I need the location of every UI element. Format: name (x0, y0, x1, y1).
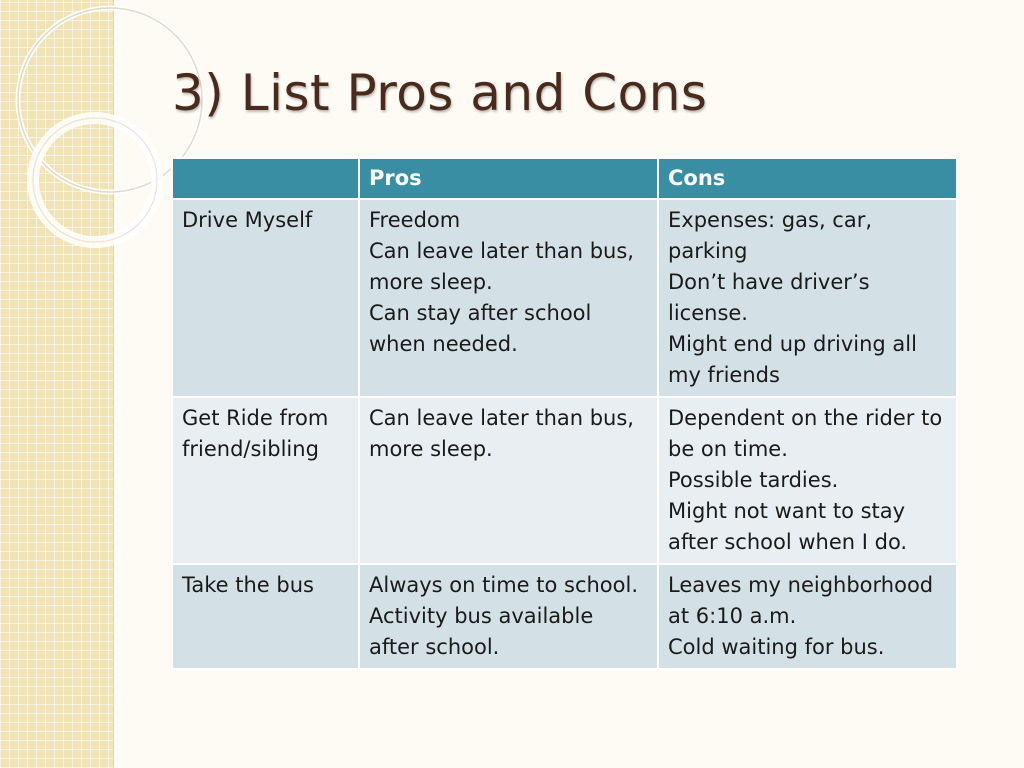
cons-line: Possible tardies. (668, 468, 839, 492)
cons-line: Leaves my neighborhood at 6:10 a.m. (668, 573, 934, 628)
option-cell: Drive Myself (172, 199, 359, 397)
cons-line: Don’t have driver’s license. (668, 270, 870, 325)
cons-line: Expenses: gas, car, parking (668, 208, 873, 263)
cons-line: Might end up driving all my friends (668, 332, 917, 387)
pros-line: Can leave later than bus, more sleep. (369, 406, 634, 461)
pros-cell (359, 397, 658, 564)
option-cell: Get Ride from friend/sibling (172, 397, 359, 564)
pros-line: Freedom (369, 208, 461, 232)
pros-line: Can stay after school when needed. (369, 301, 592, 356)
header-option (172, 158, 359, 199)
cons-cell (658, 564, 957, 669)
pros-line: Can leave later than bus, more sleep. (369, 239, 634, 294)
cons-line: Cold waiting for bus. (668, 635, 885, 659)
header-pros: Pros (359, 158, 658, 199)
pros-cell (359, 199, 658, 397)
pros-line: Activity bus available after school. (369, 604, 594, 659)
table-row (172, 397, 957, 564)
pros-line: Always on time to school. (369, 573, 639, 597)
option-cell: Take the bus (172, 564, 359, 669)
cons-line: Might not want to stay after school when I do. (668, 499, 908, 554)
cons-cell (658, 397, 957, 564)
pros-cell (359, 564, 658, 669)
cons-cell (658, 199, 957, 397)
table-row (172, 564, 957, 669)
pros-cons-table (171, 157, 958, 670)
table-header-row (172, 158, 957, 199)
slide-title: 3) List Pros and Cons (172, 64, 708, 122)
cons-line: Dependent on the rider to be on time. (668, 406, 943, 461)
table-row (172, 199, 957, 397)
header-cons: Cons (658, 158, 957, 199)
